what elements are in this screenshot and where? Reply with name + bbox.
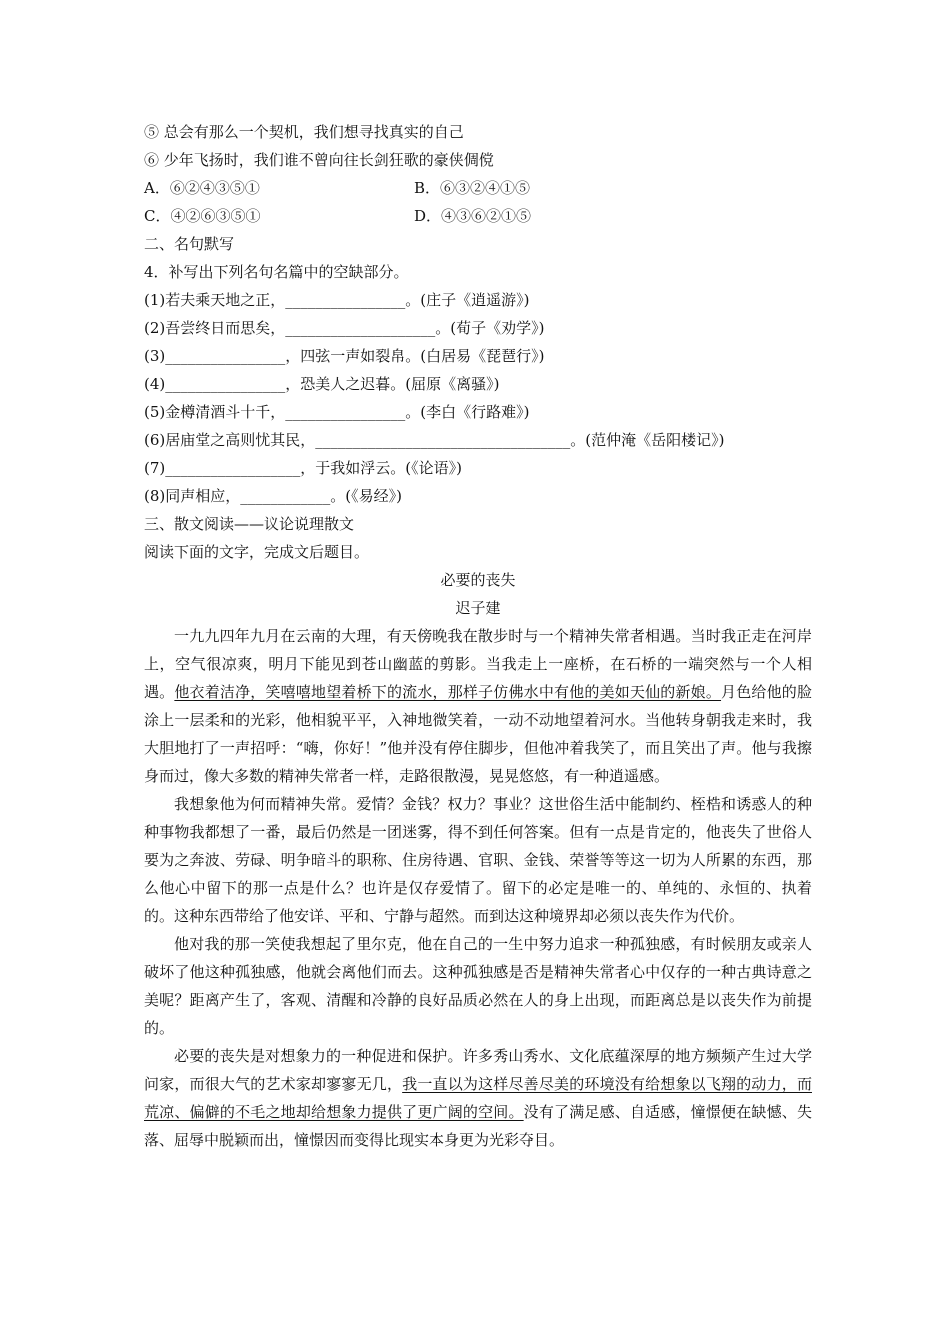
reading-instruction: 阅读下面的文字，完成文后题目。 [144,543,370,561]
article-title: 必要的丧失 [440,571,516,589]
article-paragraph-4 [144,1042,812,1154]
fill-blank-item-6: (6)居庙堂之高则忧其民，__________________________________。(范仲淹《岳阳楼记》) [144,431,725,449]
question-4-prompt: 4．补写出下列名句名篇中的空缺部分。 [144,263,409,281]
page-content [144,118,812,1154]
fill-blank-item-8: (8)同声相应，____________。(《易经》) [144,487,402,505]
q3-item-5: ⑤ 总会有那么一个契机，我们想寻找真实的自己 [144,123,464,141]
p4-text-a: 必要的丧失是对想象力的一种促进和保护。许多秀山秀水、文化底蕴深厚的地方频频产生过大学问家，而很大气的艺术家却寥寥无几， [144,1047,812,1093]
section-3-heading: 三、散文阅读——议论说理散文 [144,515,355,533]
p1-text-a: 一九九四年九月在云南的大理，有天傍晚我在散步时与一个精神失常者相遇。当时我正走在河岸上，空气很凉爽，明月下能见到苍山幽蓝的剪影。当我走上一座桥，在石桥的一端突然与一个人相遇。 [144,627,812,701]
section-2-heading: 二、名句默写 [144,235,235,253]
p4-underlined-sentence: 我一直以为这样尽善尽美的环境没有给想象以飞翔的动力，而荒凉、偏僻的不毛之地却给想象力提供了更广阔的空间。 [144,1075,812,1121]
q3-option-d: D．④③⑥②①⑤ [414,207,532,225]
p4-text-b: 没有了满足感、自适感，憧憬便在缺憾、失落、屈辱中脱颖而出，憧憬因而变得比现实本身更为光彩夺目。 [144,1103,812,1149]
fill-blank-item-7: (7)__________________，于我如浮云。(《论语》) [144,459,462,477]
fill-blank-item-3: (3)________________，四弦一声如裂帛。(白居易《琵琶行》) [144,347,545,365]
fill-blank-item-4: (4)________________，恐美人之迟暮。(屈原《离骚》) [144,375,500,393]
fill-blank-item-5: (5)金樽清酒斗十千，________________。(李白《行路难》) [144,403,530,421]
q3-item-6: ⑥ 少年飞扬时，我们谁不曾向往长剑狂歌的豪侠倜傥 [144,151,494,169]
q3-options-row-2 [144,202,812,230]
q3-option-b: B．⑥③②④①⑤ [414,179,531,197]
article-paragraph-3: 他对我的那一笑使我想起了里尔克，他在自己的一生中努力追求一种孤独感，有时候朋友或亲人破坏了他这种孤独感，他就会离他们而去。这种孤独感是否是精神失常者心中仅存的一种古典诗意之美呢？距离产生了，客观、清醒和冷静的良好品质必然在人的身上出现，而距离总是以丧失作为前提的。 [144,935,812,1037]
q3-option-c: C．④②⑥③⑤① [144,207,261,225]
fill-blank-item-2: (2)吾尝终日而思矣，____________________。(荀子《劝学》) [144,319,545,337]
q3-options-row-1 [144,174,812,202]
fill-blank-item-1: (1)若夫乘天地之正，________________。(庄子《逍遥游》) [144,291,530,309]
article-paragraph-2: 我想象他为何而精神失常。爱情？金钱？权力？事业？这世俗生活中能制约、桎梏和诱惑人的种种事物我都想了一番，最后仍然是一团迷雾，得不到任何答案。但有一点是肯定的，他丧失了世俗人要为之奔波、劳碌、明争暗斗的职称、住房待遇、官职、金钱、荣誉等等这一切为人所累的东西，那么他心中留下的那一点是什么？也许是仅存爱情了。留下的必定是唯一的、单纯的、永恒的、执着的。这种东西带给了他安详、平和、宁静与超然。而到达这种境界却必须以丧失作为代价。 [144,795,812,925]
p1-underlined-sentence: 他衣着洁净，笑嘻嘻地望着桥下的流水，那样子仿佛水中有他的美如天仙的新娘。 [174,683,722,701]
article-paragraph-1 [144,622,812,790]
q3-option-a: A．⑥②④③⑤① [144,179,260,197]
article-author: 迟子建 [455,599,501,617]
p1-text-b: 月色给他的脸涂上一层柔和的光彩，他相貌平平，入神地微笑着，一动不动地望着河水。当他转身朝我走来时，我大胆地打了一声招呼：“嗨，你好！”他并没有停住脚步，但他冲着我笑了，而且笑出了声。他与我擦身而过，像大多数的精神失常者一样，走路很散漫，晃晃悠悠，有一种逍遥感。 [144,683,812,785]
